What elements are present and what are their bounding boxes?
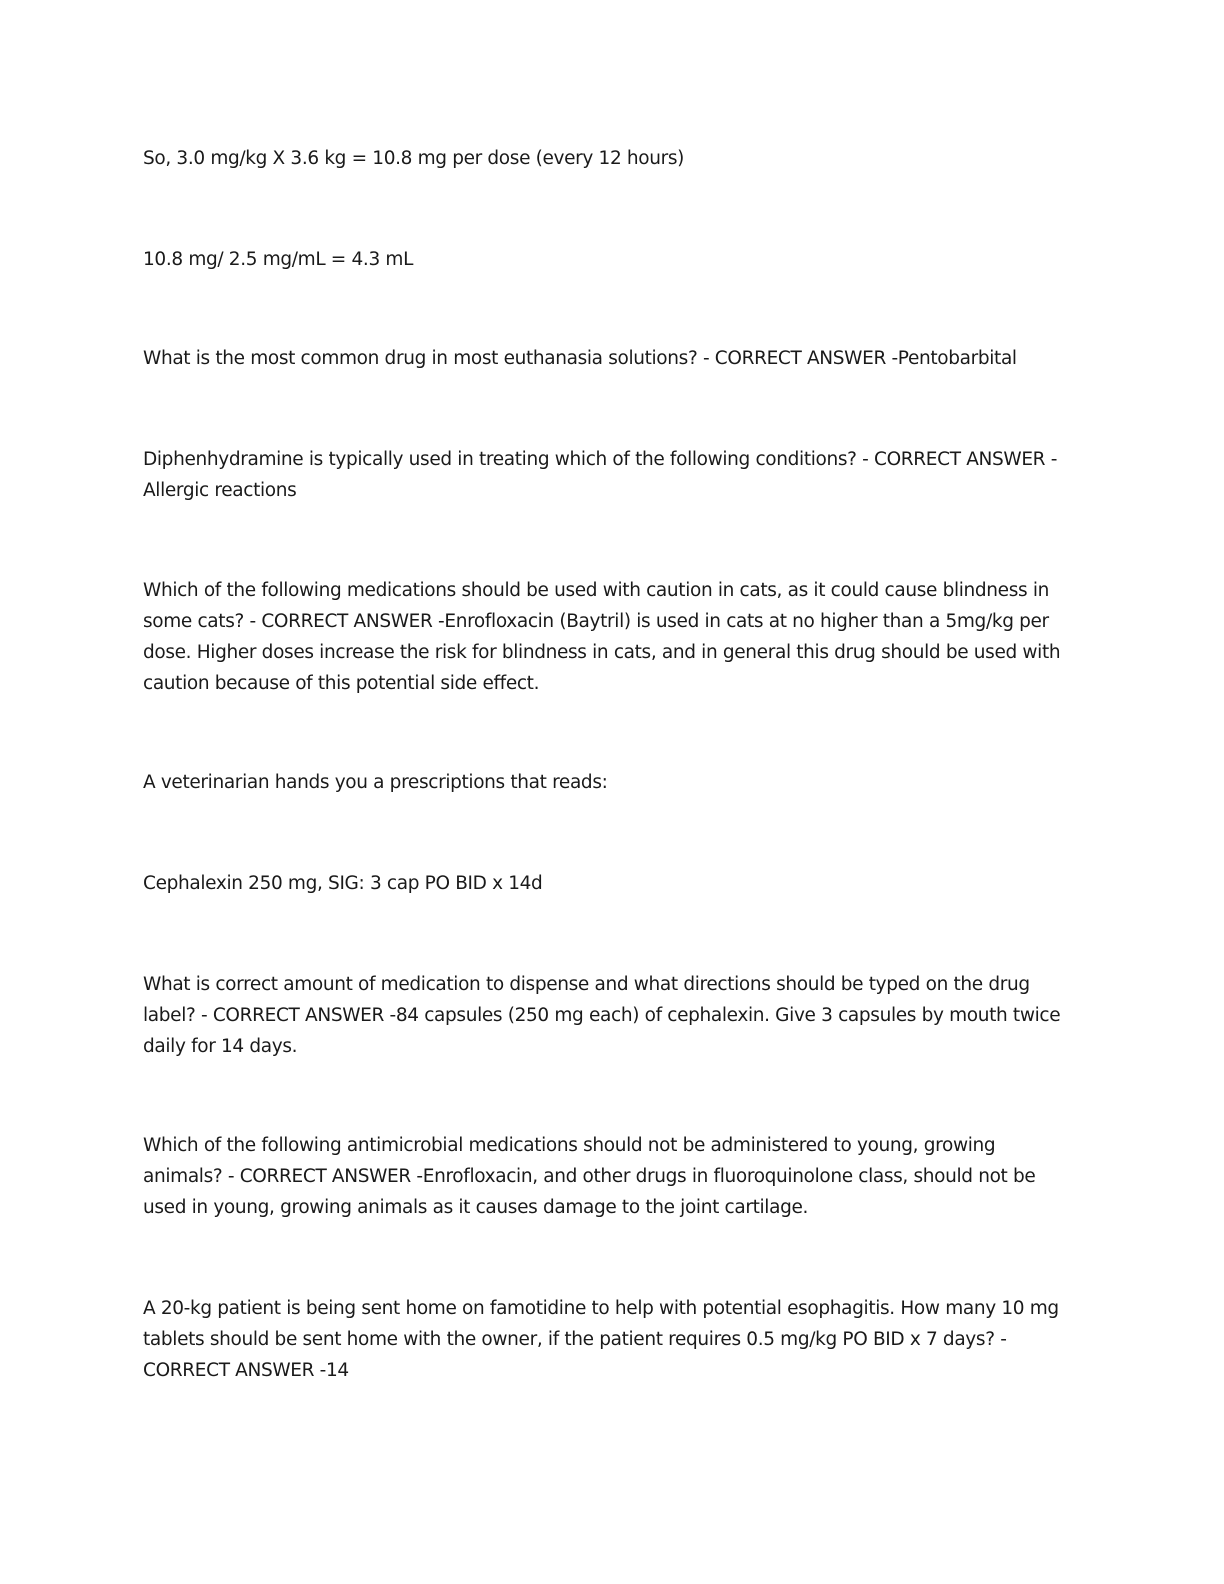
- text-line: Allergic reactions: [143, 480, 297, 501]
- text-line: What is the most common drug in most euthanasia solutions? - CORRECT ANSWER -Pentobarbital: [143, 348, 1017, 369]
- antimicrobial-question-paragraph: [143, 1130, 1078, 1223]
- text-line: Cephalexin 250 mg, SIG: 3 cap PO BID x 14d: [143, 873, 543, 894]
- diphenhydramine-question-paragraph: [143, 444, 1078, 506]
- text-line: some cats? - CORRECT ANSWER -Enrofloxacin (Baytril) is used in cats at no higher than a 5mg/kg per: [143, 611, 1049, 632]
- text-line: dose. Higher doses increase the risk for blindness in cats, and in general this drug should be used with: [143, 642, 1061, 663]
- text-line: 10.8 mg/ 2.5 mg/mL = 4.3 mL: [143, 249, 414, 270]
- text-line: A 20-kg patient is being sent home on famotidine to help with potential esophagitis. How many 10 mg: [143, 1298, 1059, 1319]
- prescription-line-paragraph: [143, 868, 1078, 899]
- text-line: tablets should be sent home with the owner, if the patient requires 0.5 mg/kg PO BID x 7 days? -: [143, 1329, 1007, 1350]
- text-line: Diphenhydramine is typically used in treating which of the following conditions? - CORRECT ANSWER -: [143, 449, 1058, 470]
- text-line: What is correct amount of medication to dispense and what directions should be typed on the drug: [143, 974, 1030, 995]
- text-line: So, 3.0 mg/kg X 3.6 kg = 10.8 mg per dose (every 12 hours): [143, 148, 685, 169]
- text-line: caution because of this potential side effect.: [143, 673, 540, 694]
- text-line: daily for 14 days.: [143, 1036, 298, 1057]
- dispense-question-paragraph: [143, 969, 1078, 1062]
- text-line: used in young, growing animals as it causes damage to the joint cartilage.: [143, 1197, 809, 1218]
- text-line: animals? - CORRECT ANSWER -Enrofloxacin, and other drugs in fluoroquinolone class, should not be: [143, 1166, 1036, 1187]
- euthanasia-question-paragraph: [143, 343, 1078, 374]
- prescription-intro-paragraph: [143, 767, 1078, 798]
- famotidine-question-paragraph: [143, 1293, 1078, 1386]
- text-line: label? - CORRECT ANSWER -84 capsules (250 mg each) of cephalexin. Give 3 capsules by mouth twice: [143, 1005, 1061, 1026]
- text-line: Which of the following antimicrobial medications should not be administered to young, growing: [143, 1135, 996, 1156]
- volume-calculation-paragraph: [143, 244, 1078, 275]
- text-line: A veterinarian hands you a prescriptions that reads:: [143, 772, 608, 793]
- text-line: Which of the following medications should be used with caution in cats, as it could cause blindness in: [143, 580, 1049, 601]
- text-line: CORRECT ANSWER -14: [143, 1360, 349, 1381]
- dosage-calculation-paragraph: [143, 143, 1078, 174]
- enrofloxacin-cats-question-paragraph: [143, 575, 1078, 699]
